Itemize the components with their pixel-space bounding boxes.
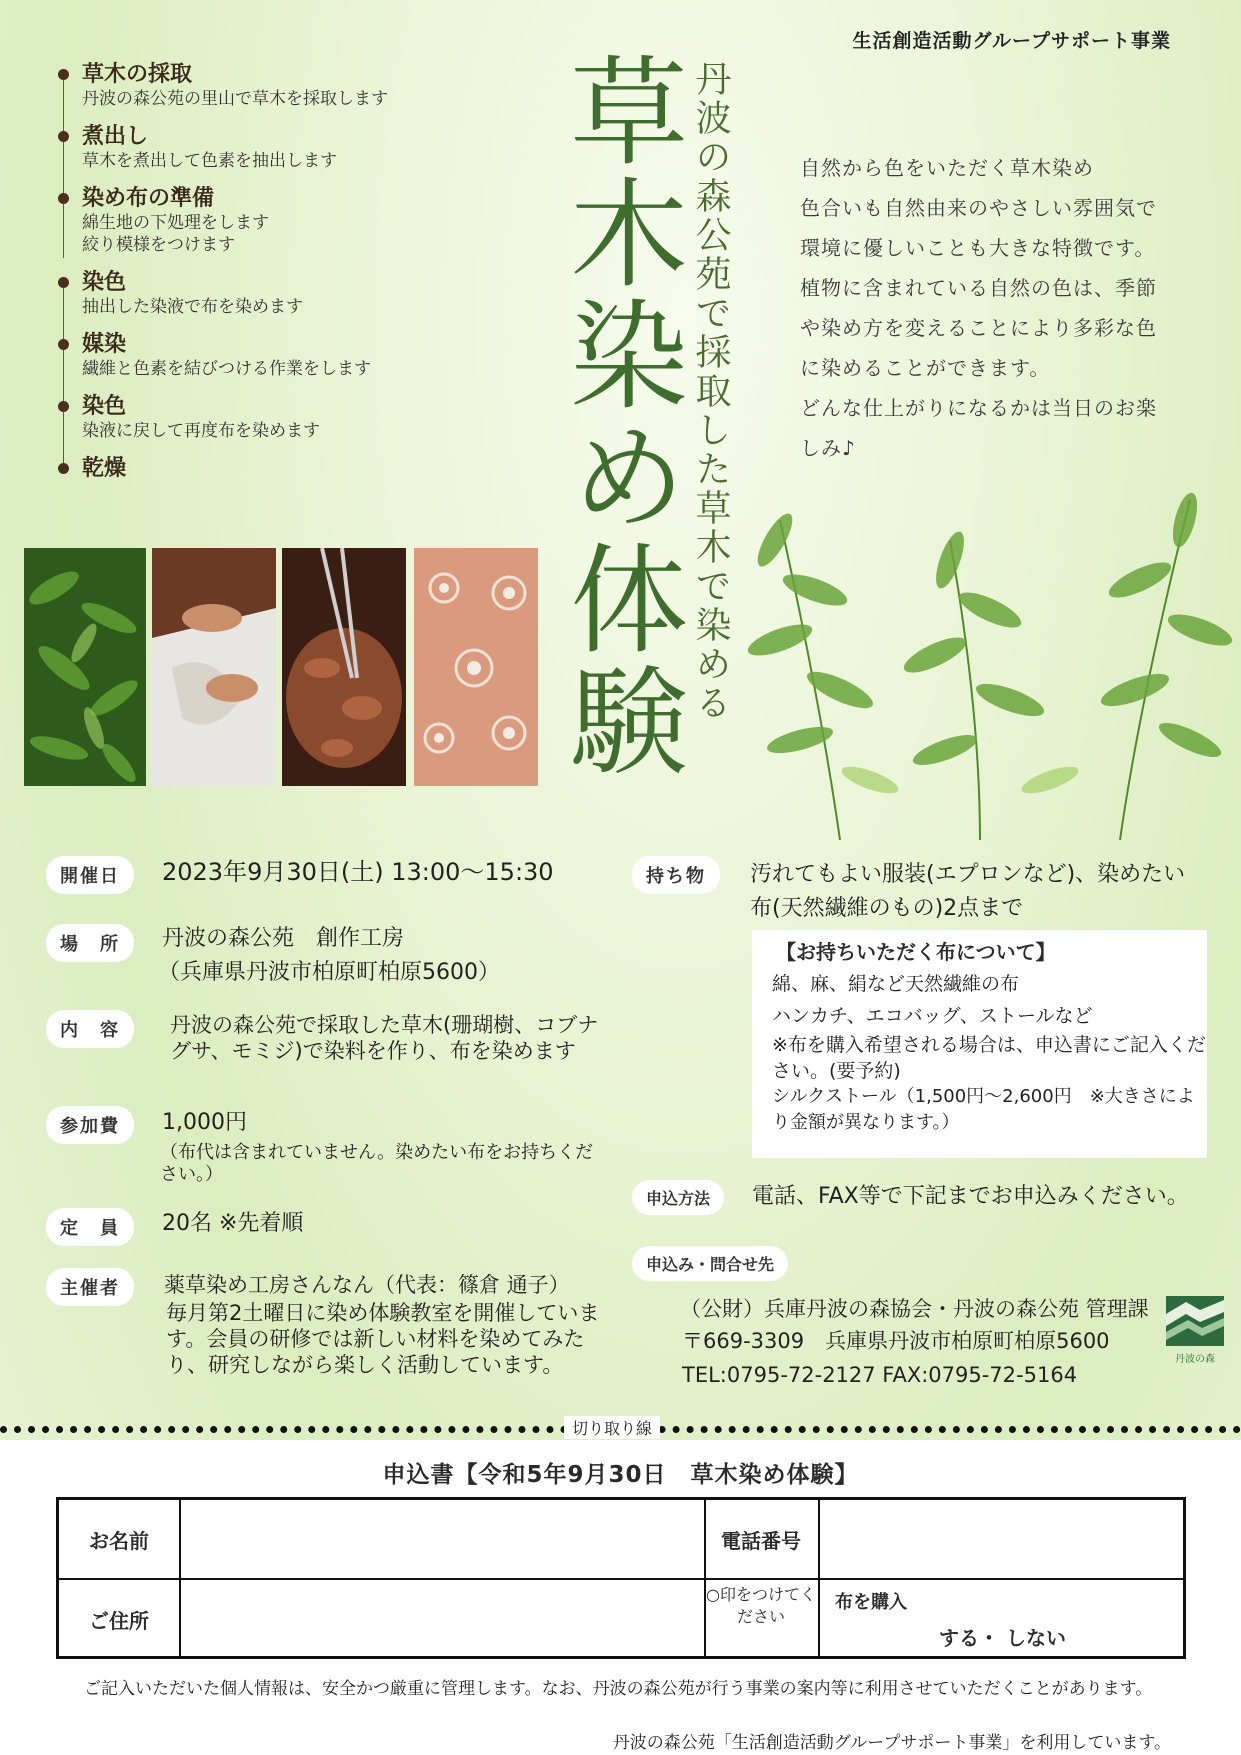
content-label: 内 容 bbox=[46, 1010, 134, 1048]
apply-label: 申込方法 bbox=[632, 1180, 724, 1215]
date-label: 開催日 bbox=[46, 856, 134, 894]
address-label: ご住所 bbox=[89, 1608, 149, 1633]
cloth-info-title: 【お持ちいただく布について】 bbox=[776, 940, 1056, 964]
intro-line: 自然から色をいただく草木染め bbox=[800, 156, 1094, 180]
intro-text bbox=[800, 148, 1210, 468]
cloth-info-line: 綿、麻、絹など天然繊維の布 bbox=[772, 973, 1020, 995]
step-title: 煮出し bbox=[82, 124, 149, 149]
cloth-purchase-options[interactable]: する・ しない bbox=[939, 1626, 1066, 1650]
place-value: 丹波の森公苑 創作工房 bbox=[162, 926, 405, 951]
cloth-purchase-label: 布を購入 bbox=[835, 1592, 907, 1613]
place-address: （兵庫県丹波市柏原町柏原5600） bbox=[158, 960, 500, 985]
main-title: 草木染め体験 bbox=[550, 50, 688, 782]
step-desc: 丹波の森公苑の里山で草木を採取します bbox=[82, 89, 388, 109]
phone-label: 電話番号 bbox=[721, 1528, 801, 1553]
fee-label: 参加費 bbox=[46, 1106, 134, 1144]
privacy-note: ご記入いただいた個人情報は、安全かつ厳重に管理します。なお、丹波の森公苑が行う事業の案内等に利用させていただくことがあります。 bbox=[84, 1679, 1153, 1699]
name-label: お名前 bbox=[89, 1528, 149, 1553]
leaf-illustration bbox=[720, 480, 1240, 840]
step-title: 乾燥 bbox=[82, 456, 127, 481]
application-form bbox=[56, 1497, 1186, 1659]
step-item bbox=[58, 332, 528, 380]
contact-phone: TEL:0795-72-2127 FAX:0795-72-5164 bbox=[682, 1363, 1078, 1387]
step-item bbox=[58, 186, 528, 256]
cloth-info-box bbox=[752, 930, 1207, 1158]
cut-line-label: 切り取り線 bbox=[564, 1416, 660, 1439]
capacity-label: 定 員 bbox=[46, 1208, 134, 1246]
header-org: 生活創造活動グループサポート事業 bbox=[852, 30, 1171, 52]
name-field[interactable] bbox=[181, 1500, 703, 1578]
capacity-value: 20名 ※先着順 bbox=[162, 1211, 304, 1236]
step-item bbox=[58, 62, 528, 110]
step-desc: 繊維と色素を結びつける作業をします bbox=[82, 359, 371, 379]
organizer-label: 主催者 bbox=[46, 1268, 134, 1306]
step-title: 染め布の準備 bbox=[82, 186, 215, 211]
contact-address: 〒669-3309 兵庫県丹波市柏原町柏原5600 bbox=[682, 1329, 1110, 1353]
intro-line: 色合いも自然由来のやさしい雰囲気で bbox=[800, 196, 1157, 220]
sub-title: 丹波の森公苑で採取した草木で染める bbox=[690, 60, 731, 723]
place-label: 場 所 bbox=[46, 924, 134, 962]
step-title: 草木の採取 bbox=[82, 62, 193, 87]
step-title: 媒染 bbox=[82, 332, 127, 357]
step-title: 染色 bbox=[82, 394, 127, 419]
bring-label: 持ち物 bbox=[632, 856, 720, 894]
cloth-info-line: シルクストール（1,500円～2,600円 ※大きさにより金額が異なります。） bbox=[772, 1086, 1195, 1133]
fee-note: （布代は含まれていません。染めたい布をお持ちください。） bbox=[160, 1142, 594, 1185]
contact-label: 申込み・問合せ先 bbox=[632, 1246, 788, 1281]
cloth-info-line: ※布を購入希望される場合は、申込書にご記入ください。(要予約) bbox=[772, 1034, 1206, 1082]
logo-text: 丹波の森 bbox=[1175, 1354, 1215, 1365]
intro-line: 環境に優しいことも大きな特徴です。 bbox=[800, 236, 1156, 260]
tamba-forest-logo bbox=[1166, 1296, 1224, 1365]
address-field[interactable] bbox=[181, 1580, 703, 1658]
leaves-photo bbox=[24, 548, 146, 786]
process-steps bbox=[58, 62, 528, 496]
intro-line: どんな仕上がりになるかは当日のお楽 bbox=[800, 396, 1157, 420]
phone-field[interactable] bbox=[820, 1500, 1184, 1578]
intro-line: や染め方を変えることにより多彩な色 bbox=[800, 316, 1157, 340]
date-value: 2023年9月30日(土) 13:00～15:30 bbox=[162, 858, 554, 886]
step-desc: 綿生地の下処理をします 絞り模様をつけます bbox=[82, 213, 269, 255]
step-desc: 染液に戻して再度布を染めます bbox=[82, 421, 320, 441]
step-item bbox=[58, 456, 528, 482]
apply-value: 電話、FAX等で下記までお申込みください。 bbox=[752, 1184, 1189, 1209]
dyed-cloth-photo bbox=[414, 548, 538, 786]
step-title: 染色 bbox=[82, 270, 127, 295]
step-desc: 草木を煮出して色素を抽出します bbox=[82, 151, 337, 171]
form-title: 申込書【令和5年9月30日 草木染め体験】 bbox=[382, 1462, 859, 1488]
content-value: 丹波の森公苑で採取した草木(珊瑚樹、コブナグサ、モミジ)で染料を作り、布を染めます bbox=[170, 1013, 599, 1063]
step-item bbox=[58, 124, 528, 172]
intro-line: しみ♪ bbox=[800, 436, 856, 460]
fee-value: 1,000円 bbox=[162, 1110, 247, 1135]
step-item bbox=[58, 270, 528, 318]
mountain-logo-icon bbox=[1166, 1296, 1224, 1346]
step-item bbox=[58, 394, 528, 442]
cloth-info-line: ハンカチ、エコバッグ、ストールなど bbox=[772, 1005, 1093, 1027]
mark-instruction: ○印をつけてください bbox=[706, 1585, 816, 1626]
dye-pot-photo bbox=[282, 548, 406, 786]
photo-strip bbox=[24, 548, 544, 786]
tying-cloth-photo bbox=[152, 548, 276, 786]
step-desc: 抽出した染液で布を染めます bbox=[82, 297, 303, 317]
footer-credit: 丹波の森公苑「生活創造活動グループサポート事業」を利用しています。 bbox=[612, 1733, 1171, 1753]
intro-line: に染めることができます。 bbox=[800, 356, 1051, 380]
organizer-desc: 毎月第2土曜日に染め体験教室を開催しています。会員の研修では新しい材料を染めてみたり、研究しながら楽しく活動しています。 bbox=[166, 1301, 600, 1377]
bring-value: 汚れてもよい服装(エプロンなど)、染めたい布(天然繊維のもの)2点まで bbox=[750, 862, 1186, 921]
contact-org: （公財）兵庫丹波の森協会・丹波の森公苑 管理課 bbox=[680, 1297, 1149, 1321]
organizer-name: 薬草染め工房さんなん（代表：篠倉 通子） bbox=[164, 1273, 570, 1297]
intro-line: 植物に含まれている自然の色は、季節 bbox=[800, 276, 1157, 300]
